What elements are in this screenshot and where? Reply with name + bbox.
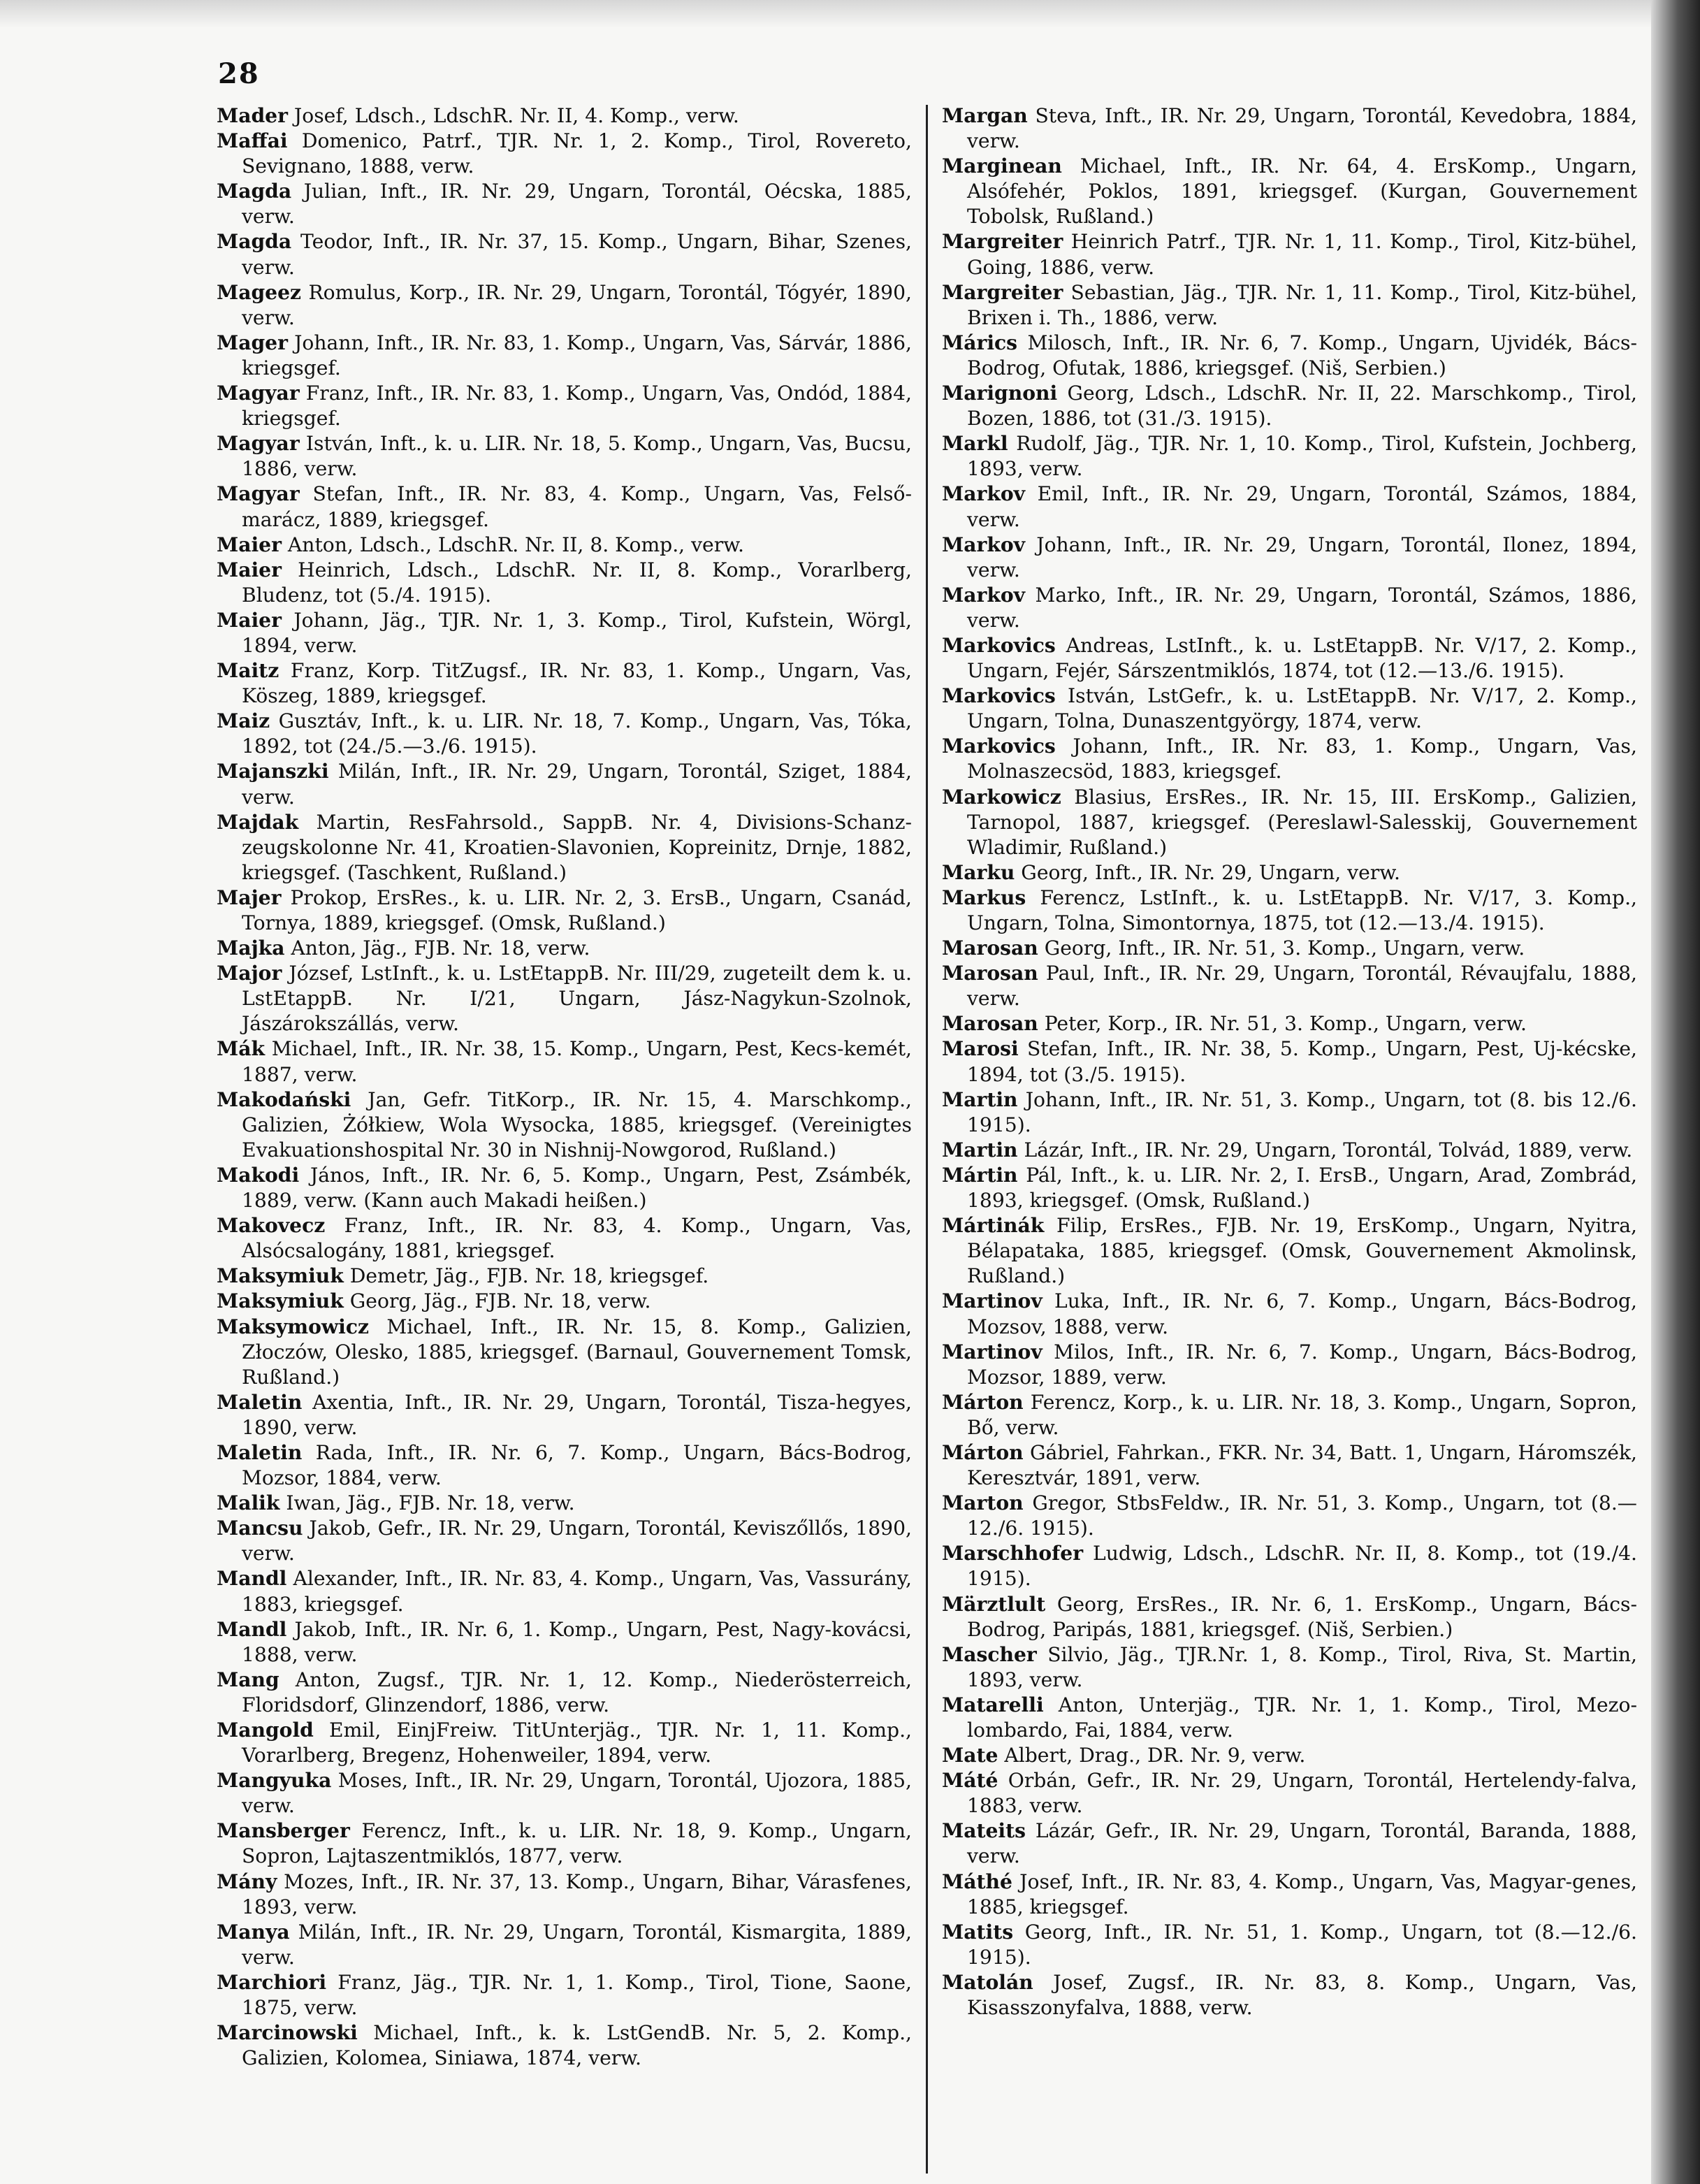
- entry-details: Anton, Zugsf., TJR. Nr. 1, 12. Komp., Niederösterreich, Floridsdorf, Glinzendorf, 1886, verw.: [242, 1668, 912, 1716]
- entry-surname: Magyar: [217, 382, 300, 405]
- list-item: [217, 1315, 912, 1390]
- entry-surname: Marchiori: [217, 1970, 327, 1994]
- list-item: [217, 1768, 912, 1818]
- entry-details: Georg, Inft., IR. Nr. 51, 3. Komp., Ungarn, verw.: [1038, 936, 1525, 960]
- entry-surname: Markov: [942, 482, 1026, 506]
- entry-details: Gregor, StbsFeldw., IR. Nr. 51, 3. Komp., Ungarn, tot (8.—12./6. 1915).: [967, 1491, 1637, 1540]
- list-item: [942, 1213, 1637, 1289]
- entry-details: Emil, Inft., IR. Nr. 29, Ungarn, Torontál, Számos, 1884, verw.: [967, 482, 1637, 531]
- entry-details: Jakob, Inft., IR. Nr. 6, 1. Komp., Ungarn, Pest, Nagy-kovácsi, 1888, verw.: [242, 1617, 912, 1666]
- entry-details: Pál, Inft., k. u. LIR. Nr. 2, I. ErsB., Ungarn, Arad, Zombrád, 1893, kriegsgef. (Omsk, Rußland.): [967, 1163, 1637, 1213]
- list-item: [217, 533, 912, 558]
- entry-surname: Marosi: [942, 1037, 1019, 1061]
- entry-surname: Marignoni: [942, 382, 1058, 405]
- list-item: [217, 558, 912, 608]
- entry-surname: Maletin: [217, 1390, 303, 1414]
- entry-surname: Markovics: [942, 735, 1056, 758]
- entry-details: Marko, Inft., IR. Nr. 29, Ungarn, Torontál, Számos, 1886, verw.: [967, 583, 1637, 632]
- list-item: [942, 1592, 1637, 1642]
- entry-details: Anton, Unterjäg., TJR. Nr. 1, 1. Komp., Tirol, Mezo-lombardo, Fai, 1884, verw.: [967, 1693, 1637, 1742]
- entry-surname: Maier: [217, 558, 282, 581]
- entry-surname: Maletin: [217, 1440, 303, 1464]
- entry-details: Georg, Jäg., FJB. Nr. 18, verw.: [343, 1289, 651, 1313]
- entry-surname: Martin: [942, 1087, 1018, 1111]
- list-item: [942, 785, 1637, 860]
- list-item: [942, 633, 1637, 684]
- list-item: [217, 482, 912, 532]
- entry-details: Josef, Zugsf., IR. Nr. 83, 8. Komp., Ungarn, Vas, Kisasszonyfalva, 1888, verw.: [967, 1970, 1637, 2020]
- entry-details: Johann, Inft., IR. Nr. 29, Ungarn, Torontál, Ilonez, 1894, verw.: [967, 533, 1637, 581]
- list-item: [217, 961, 912, 1036]
- entry-surname: Makodański: [217, 1087, 351, 1111]
- list-item: [217, 1087, 912, 1163]
- entry-details: Alexander, Inft., IR. Nr. 83, 4. Komp., Ungarn, Vas, Vassurány, 1883, kriegsgef.: [242, 1567, 912, 1616]
- entry-surname: Márton: [942, 1440, 1024, 1464]
- entry-details: Ludwig, Ldsch., LdschR. Nr. II, 8. Komp., tot (19./4. 1915).: [967, 1542, 1637, 1591]
- entry-surname: Máté: [942, 1769, 998, 1793]
- list-item: [217, 103, 912, 129]
- entry-details: Franz, Jäg., TJR. Nr. 1, 1. Komp., Tirol, Tione, Saone, 1875, verw.: [242, 1970, 912, 2020]
- list-item: [942, 154, 1637, 229]
- list-item: [217, 129, 912, 179]
- list-item: [217, 179, 912, 229]
- entry-surname: Marosan: [942, 936, 1038, 960]
- list-item: [942, 381, 1637, 431]
- entry-details: Gábriel, Fahrkan., FKR. Nr. 34, Batt. 1, Ungarn, Háromszék, Keresztvár, 1891, verw.: [967, 1440, 1637, 1490]
- list-item: [942, 1289, 1637, 1339]
- entry-surname: Magyar: [217, 482, 300, 506]
- list-item: [942, 280, 1637, 331]
- entry-surname: Martin: [942, 1138, 1018, 1162]
- entry-details: Silvio, Jäg., TJR.Nr. 1, 8. Komp., Tirol, Riva, St. Martin, 1893, verw.: [967, 1642, 1637, 1691]
- entry-details: Albert, Drag., DR. Nr. 9, verw.: [998, 1744, 1306, 1767]
- entry-surname: Markus: [942, 885, 1026, 909]
- entry-surname: Margreiter: [942, 280, 1063, 304]
- entry-details: Milán, Inft., IR. Nr. 29, Ungarn, Torontál, Kismargita, 1889, verw.: [242, 1920, 912, 1969]
- entry-surname: Magda: [217, 230, 292, 254]
- entry-details: Johann, Inft., IR. Nr. 83, 1. Komp., Ungarn, Vas, Sárvár, 1886, kriegsgef.: [242, 331, 912, 379]
- entry-details: Ferencz, Inft., k. u. LIR. Nr. 18, 9. Komp., Ungarn, Sopron, Lajtaszentmiklós, 1877, verw.: [242, 1819, 912, 1868]
- entry-surname: Marton: [942, 1491, 1024, 1515]
- list-item: [942, 936, 1637, 961]
- entry-details: Stefan, Inft., IR. Nr. 38, 5. Komp., Ungarn, Pest, Uj-kécske, 1894, tot (3./5. 1915).: [967, 1037, 1637, 1086]
- list-item: [217, 608, 912, 658]
- list-item: [217, 759, 912, 809]
- entry-details: Jakob, Gefr., IR. Nr. 29, Ungarn, Torontál, Keviszőllős, 1890, verw.: [242, 1517, 912, 1565]
- entry-surname: Magyar: [217, 432, 300, 456]
- entry-surname: Majer: [217, 885, 282, 909]
- list-item: [942, 1920, 1637, 1970]
- entry-surname: Maffai: [217, 129, 288, 153]
- entry-details: Orbán, Gefr., IR. Nr. 29, Ungarn, Torontál, Hertelendy-falva, 1883, verw.: [967, 1769, 1637, 1818]
- entry-details: Axentia, Inft., IR. Nr. 29, Ungarn, Torontál, Tisza-hegyes, 1890, verw.: [242, 1390, 912, 1439]
- entry-surname: Marosan: [942, 1012, 1038, 1036]
- entry-details: Lázár, Inft., IR. Nr. 29, Ungarn, Torontál, Tolvád, 1889, verw.: [1017, 1138, 1633, 1162]
- list-item: [942, 229, 1637, 280]
- list-item: [942, 961, 1637, 1011]
- list-item: [217, 381, 912, 431]
- entry-surname: Mák: [217, 1037, 265, 1061]
- entry-surname: Majka: [217, 936, 285, 960]
- entry-surname: Marku: [942, 860, 1015, 884]
- entry-details: Gusztáv, Inft., k. u. LIR. Nr. 18, 7. Komp., Ungarn, Vas, Tóka, 1892, tot (24./5.—3./6. 1915).: [242, 709, 912, 758]
- entry-details: József, LstInft., k. u. LstEtappB. Nr. III/29, zugeteilt dem k. u. LstEtappB. Nr. I/21, Ungarn, Jász-Nagykun-Szolnok, Jászárokszállás, verw.: [242, 962, 912, 1036]
- list-item: [217, 1970, 912, 2020]
- entry-surname: Magda: [217, 180, 292, 203]
- entry-details: Ferencz, LstInft., k. u. LstEtappB. Nr. V/17, 3. Komp., Ungarn, Tolna, Simontornya, 1875, tot (12.—13./4. 1915).: [967, 885, 1637, 934]
- entry-surname: Major: [217, 962, 282, 985]
- entry-details: Johann, Inft., IR. Nr. 51, 3. Komp., Ungarn, tot (8. bis 12./6. 1915).: [967, 1087, 1637, 1136]
- entry-details: Romulus, Korp., IR. Nr. 29, Ungarn, Torontál, Tógyér, 1890, verw.: [242, 280, 912, 329]
- entry-details: Josef, Ldsch., LdschR. Nr. II, 4. Komp., verw.: [287, 104, 739, 127]
- entry-surname: Maitz: [217, 659, 279, 683]
- entry-surname: Matolán: [942, 1970, 1033, 1994]
- list-item: [217, 229, 912, 280]
- list-item: [942, 1642, 1637, 1693]
- entry-surname: Maier: [217, 608, 282, 632]
- list-item: [942, 431, 1637, 482]
- entry-surname: Mandl: [217, 1567, 287, 1591]
- list-item: [942, 885, 1637, 936]
- entry-surname: Märztlult: [942, 1592, 1046, 1616]
- list-item: [942, 1440, 1637, 1491]
- entry-surname: Markovics: [942, 633, 1056, 657]
- list-item: [942, 1390, 1637, 1440]
- entry-surname: Markovics: [942, 684, 1056, 708]
- entry-surname: Majdak: [217, 810, 299, 834]
- list-item: [217, 936, 912, 961]
- entry-surname: Marginean: [942, 154, 1062, 178]
- entry-surname: Mandl: [217, 1617, 287, 1641]
- entry-surname: Makovecz: [217, 1214, 326, 1238]
- entry-details: István, LstGefr., k. u. LstEtappB. Nr. V/17, 2. Komp., Ungarn, Tolna, Dunaszentgyörgy, 1874, verw.: [967, 684, 1637, 733]
- entry-surname: Malik: [217, 1491, 280, 1515]
- entry-details: Teodor, Inft., IR. Nr. 37, 15. Komp., Ungarn, Bihar, Szenes, verw.: [242, 230, 912, 279]
- entry-details: Heinrich, Ldsch., LdschR. Nr. II, 8. Komp., Vorarlberg, Bludenz, tot (5./4. 1915).: [242, 558, 912, 607]
- list-item: [942, 533, 1637, 583]
- list-item: [217, 280, 912, 331]
- list-item: [217, 1718, 912, 1768]
- entry-details: Franz, Inft., IR. Nr. 83, 4. Komp., Ungarn, Vas, Alsócsalogány, 1881, kriegsgef.: [242, 1214, 912, 1263]
- entry-details: Peter, Korp., IR. Nr. 51, 3. Komp., Ungarn, verw.: [1038, 1012, 1527, 1036]
- entry-surname: Mateits: [942, 1819, 1026, 1843]
- entry-details: Georg, Ldsch., LdschR. Nr. II, 22. Marschkomp., Tirol, Bozen, 1886, tot (31./3. 1915).: [967, 382, 1637, 431]
- entry-surname: Maiz: [217, 709, 270, 733]
- scan-right-edge: [1651, 0, 1700, 2184]
- list-item: [217, 1440, 912, 1491]
- list-item: [942, 1743, 1637, 1768]
- entry-details: Julian, Inft., IR. Nr. 29, Ungarn, Torontál, Oécska, 1885, verw.: [242, 180, 912, 229]
- entry-surname: Martinov: [942, 1289, 1042, 1313]
- entry-details: Steva, Inft., IR. Nr. 29, Ungarn, Torontál, Kevedobra, 1884, verw.: [967, 104, 1637, 153]
- list-item: [217, 1163, 912, 1213]
- list-item: [942, 1818, 1637, 1869]
- list-item: [942, 1087, 1637, 1138]
- list-item: [217, 1491, 912, 1516]
- entry-surname: Maier: [217, 533, 282, 556]
- list-item: [217, 1818, 912, 1869]
- entry-details: Stefan, Inft., IR. Nr. 83, 4. Komp., Ungarn, Vas, Felső-marácz, 1889, kriegsgef.: [242, 482, 912, 531]
- list-item: [942, 734, 1637, 784]
- entry-details: Lázár, Gefr., IR. Nr. 29, Ungarn, Torontál, Baranda, 1888, verw.: [967, 1819, 1637, 1868]
- list-item: [942, 583, 1637, 633]
- list-item: [942, 1491, 1637, 1541]
- entry-surname: Mager: [217, 331, 288, 354]
- list-item: [217, 1617, 912, 1668]
- entry-details: Moses, Inft., IR. Nr. 29, Ungarn, Torontál, Ujozora, 1885, verw.: [242, 1769, 912, 1818]
- entry-details: István, Inft., k. u. LIR. Nr. 18, 5. Komp., Ungarn, Vas, Bucsu, 1886, verw.: [242, 432, 912, 481]
- list-item: [942, 1138, 1637, 1163]
- entry-details: Georg, ErsRes., IR. Nr. 6, 1. ErsKomp., Ungarn, Bács-Bodrog, Paripás, 1881, kriegsgef. (Niš, Serbien.): [967, 1592, 1637, 1641]
- entry-surname: Mangyuka: [217, 1769, 332, 1793]
- list-item: [217, 810, 912, 885]
- entry-surname: Maksymiuk: [217, 1289, 344, 1313]
- list-item: [217, 1264, 912, 1289]
- list-item: [942, 1011, 1637, 1036]
- entry-details: Luka, Inft., IR. Nr. 6, 7. Komp., Ungarn, Bács-Bodrog, Mozsov, 1888, verw.: [967, 1289, 1637, 1338]
- entry-surname: Markov: [942, 583, 1026, 607]
- entry-details: Michael, Inft., IR. Nr. 64, 4. ErsKomp., Ungarn, Alsófehér, Poklos, 1891, kriegsgef. (Kurgan, Gouvernement Tobolsk, Rußland.): [967, 154, 1637, 229]
- list-item: [217, 658, 912, 709]
- column-divider: [926, 105, 928, 2174]
- list-item: [217, 1668, 912, 1718]
- list-item: [217, 885, 912, 936]
- entry-details: Georg, Inft., IR. Nr. 29, Ungarn, verw.: [1015, 860, 1400, 884]
- entry-surname: Markowicz: [942, 785, 1061, 809]
- list-item: [942, 1970, 1637, 2020]
- entry-details: Martin, ResFahrsold., SappB. Nr. 4, Divisions-Schanz-zeugskolonne Nr. 41, Kroatien-Slavonien, Kopreinitz, Drnje, 1882, kriegsgef. (Taschkent, Rußland.): [242, 810, 912, 884]
- entry-details: Andreas, LstInft., k. u. LstEtappB. Nr. V/17, 2. Komp., Ungarn, Fejér, Sárszentmiklós, 1874, tot (12.—13./6. 1915).: [967, 633, 1637, 683]
- entry-details: Franz, Inft., IR. Nr. 83, 1. Komp., Ungarn, Vas, Ondód, 1884, kriegsgef.: [242, 382, 912, 431]
- entry-details: Heinrich Patrf., TJR. Nr. 1, 11. Komp., Tirol, Kitz-bühel, Going, 1886, verw.: [967, 230, 1637, 279]
- entry-surname: Martinov: [942, 1340, 1042, 1364]
- entry-surname: Márics: [942, 331, 1018, 354]
- list-item: [217, 1870, 912, 1920]
- entry-details: Filip, ErsRes., FJB. Nr. 19, ErsKomp., Ungarn, Nyitra, Bélapataka, 1885, kriegsgef. (Omsk, Gouvernement Akmolinsk, Rußland.): [967, 1214, 1637, 1288]
- entry-details: Josef, Inft., IR. Nr. 83, 4. Komp., Ungarn, Vas, Magyar-genes, 1885, kriegsgef.: [967, 1870, 1637, 1918]
- list-item: [217, 331, 912, 381]
- entry-surname: Máthé: [942, 1870, 1012, 1893]
- page-number: 28: [218, 57, 260, 90]
- list-item: [942, 860, 1637, 885]
- right-column: [942, 103, 1637, 2020]
- entry-surname: Mangold: [217, 1719, 314, 1742]
- entry-surname: Maksymowicz: [217, 1315, 370, 1338]
- list-item: [217, 2020, 912, 2071]
- entry-details: Sebastian, Jäg., TJR. Nr. 1, 11. Komp., Tirol, Kitz-bühel, Brixen i. Th., 1886, verw.: [967, 280, 1637, 329]
- entry-details: Rada, Inft., IR. Nr. 6, 7. Komp., Ungarn, Bács-Bodrog, Mozsor, 1884, verw.: [242, 1440, 912, 1490]
- entry-surname: Mány: [217, 1870, 277, 1893]
- list-item: [942, 482, 1637, 532]
- list-item: [217, 1390, 912, 1440]
- entry-surname: Mate: [942, 1744, 998, 1767]
- entry-surname: Matarelli: [942, 1693, 1044, 1716]
- entry-surname: Mártinák: [942, 1214, 1045, 1238]
- left-column: [217, 103, 912, 2071]
- entry-details: Milosch, Inft., IR. Nr. 6, 7. Komp., Ungarn, Ujvidék, Bács-Bodrog, Ofutak, 1886, kriegsgef. (Niš, Serbien.): [967, 331, 1637, 379]
- entry-details: Domenico, Patrf., TJR. Nr. 1, 2. Komp., Tirol, Rovereto, Sevignano, 1888, verw.: [242, 129, 912, 178]
- entry-surname: Makodi: [217, 1163, 300, 1187]
- entry-surname: Manya: [217, 1920, 290, 1944]
- entry-surname: Margreiter: [942, 230, 1063, 254]
- entry-details: Iwan, Jäg., FJB. Nr. 18, verw.: [279, 1491, 575, 1515]
- list-item: [942, 684, 1637, 734]
- entry-details: Johann, Inft., IR. Nr. 83, 1. Komp., Ungarn, Vas, Molnaszecsöd, 1883, kriegsgef.: [967, 735, 1637, 783]
- entry-surname: Matits: [942, 1920, 1014, 1944]
- list-item: [942, 1163, 1637, 1213]
- list-item: [217, 1920, 912, 1970]
- entry-details: Michael, Inft., IR. Nr. 15, 8. Komp., Galizien, Złoczów, Olesko, 1885, kriegsgef. (Barnaul, Gouvernement Tomsk, Rußland.): [242, 1315, 912, 1389]
- entry-details: Prokop, ErsRes., k. u. LIR. Nr. 2, 3. ErsB., Ungarn, Csanád, Tornya, 1889, kriegsgef. (Omsk, Rußland.): [242, 885, 912, 934]
- scan-top-shadow: [0, 0, 1700, 28]
- entry-surname: Margan: [942, 104, 1028, 127]
- entry-details: Blasius, ErsRes., IR. Nr. 15, III. ErsKomp., Galizien, Tarnopol, 1887, kriegsgef. (Pereslawl-Salesskij, Gouvernement Wladimir, Rußland.): [967, 785, 1637, 859]
- list-item: [217, 1566, 912, 1617]
- list-item: [217, 1289, 912, 1314]
- list-item: [217, 1213, 912, 1264]
- list-item: [942, 1693, 1637, 1743]
- entry-details: Johann, Jäg., TJR. Nr. 1, 3. Komp., Tirol, Kufstein, Wörgl, 1894, verw.: [242, 608, 912, 657]
- entry-details: Anton, Ldsch., LdschR. Nr. II, 8. Komp., verw.: [281, 533, 744, 556]
- entry-details: Milos, Inft., IR. Nr. 6, 7. Komp., Ungarn, Bács-Bodrog, Mozsor, 1889, verw.: [967, 1340, 1637, 1389]
- list-item: [217, 431, 912, 482]
- entry-details: Paul, Inft., IR. Nr. 29, Ungarn, Torontál, Révaujfalu, 1888, verw.: [967, 962, 1637, 1011]
- entry-details: Emil, EinjFreiw. TitUnterjäg., TJR. Nr. 1, 11. Komp., Vorarlberg, Bregenz, Hohenweiler, 1894, verw.: [242, 1719, 912, 1767]
- entry-surname: Mascher: [942, 1642, 1037, 1666]
- entry-surname: Majanszki: [217, 760, 329, 783]
- entry-surname: Maksymiuk: [217, 1264, 344, 1288]
- entry-details: Mozes, Inft., IR. Nr. 37, 13. Komp., Ungarn, Bihar, Várasfenes, 1893, verw.: [242, 1870, 912, 1918]
- entry-surname: Mártin: [942, 1163, 1018, 1187]
- entry-surname: Marcinowski: [217, 2021, 358, 2045]
- entry-surname: Márton: [942, 1390, 1024, 1414]
- list-item: [942, 1541, 1637, 1591]
- entry-surname: Markl: [942, 432, 1008, 456]
- entry-surname: Marschhofer: [942, 1542, 1084, 1565]
- entry-surname: Markov: [942, 533, 1026, 556]
- entry-surname: Mader: [217, 104, 288, 127]
- list-item: [942, 1340, 1637, 1390]
- entry-details: Franz, Korp. TitZugsf., IR. Nr. 83, 1. Komp., Ungarn, Vas, Köszeg, 1889, kriegsgef.: [242, 659, 912, 708]
- entry-surname: Mageez: [217, 280, 302, 304]
- entry-surname: Marosan: [942, 962, 1038, 985]
- entry-details: Georg, Inft., IR. Nr. 51, 1. Komp., Ungarn, tot (8.—12./6. 1915).: [967, 1920, 1637, 1969]
- entry-details: Rudolf, Jäg., TJR. Nr. 1, 10. Komp., Tirol, Kufstein, Jochberg, 1893, verw.: [967, 432, 1637, 481]
- list-item: [942, 331, 1637, 381]
- list-item: [217, 1036, 912, 1087]
- list-item: [942, 1870, 1637, 1920]
- entry-details: Demetr, Jäg., FJB. Nr. 18, kriegsgef.: [343, 1264, 709, 1288]
- entry-details: Milán, Inft., IR. Nr. 29, Ungarn, Torontál, Sziget, 1884, verw.: [242, 760, 912, 809]
- list-item: [942, 103, 1637, 154]
- entry-surname: Mancsu: [217, 1517, 303, 1540]
- entry-details: Michael, Inft., k. k. LstGendB. Nr. 5, 2. Komp., Galizien, Kolomea, Siniawa, 1874, verw.: [242, 2021, 912, 2070]
- list-item: [942, 1768, 1637, 1818]
- entry-details: Michael, Inft., IR. Nr. 38, 15. Komp., Ungarn, Pest, Kecs-kemét, 1887, verw.: [242, 1037, 912, 1086]
- list-item: [217, 1516, 912, 1566]
- list-item: [942, 1036, 1637, 1087]
- entry-details: Ferencz, Korp., k. u. LIR. Nr. 18, 3. Komp., Ungarn, Sopron, Bő, verw.: [967, 1390, 1637, 1439]
- entry-details: Jan, Gefr. TitKorp., IR. Nr. 15, 4. Marschkomp., Galizien, Żółkiew, Wola Wysocka, 1885, kriegsgef. (Vereinigtes Evakuationshospital Nr. 30 in Nishnij-Nowgorod, Rußland.): [242, 1087, 912, 1162]
- list-item: [217, 709, 912, 759]
- entry-surname: Mang: [217, 1668, 279, 1691]
- entry-details: Anton, Jäg., FJB. Nr. 18, verw.: [284, 936, 590, 960]
- entry-surname: Mansberger: [217, 1819, 350, 1843]
- entry-details: János, Inft., IR. Nr. 6, 5. Komp., Ungarn, Pest, Zsámbék, 1889, verw. (Kann auch Makadi heißen.): [242, 1163, 912, 1213]
